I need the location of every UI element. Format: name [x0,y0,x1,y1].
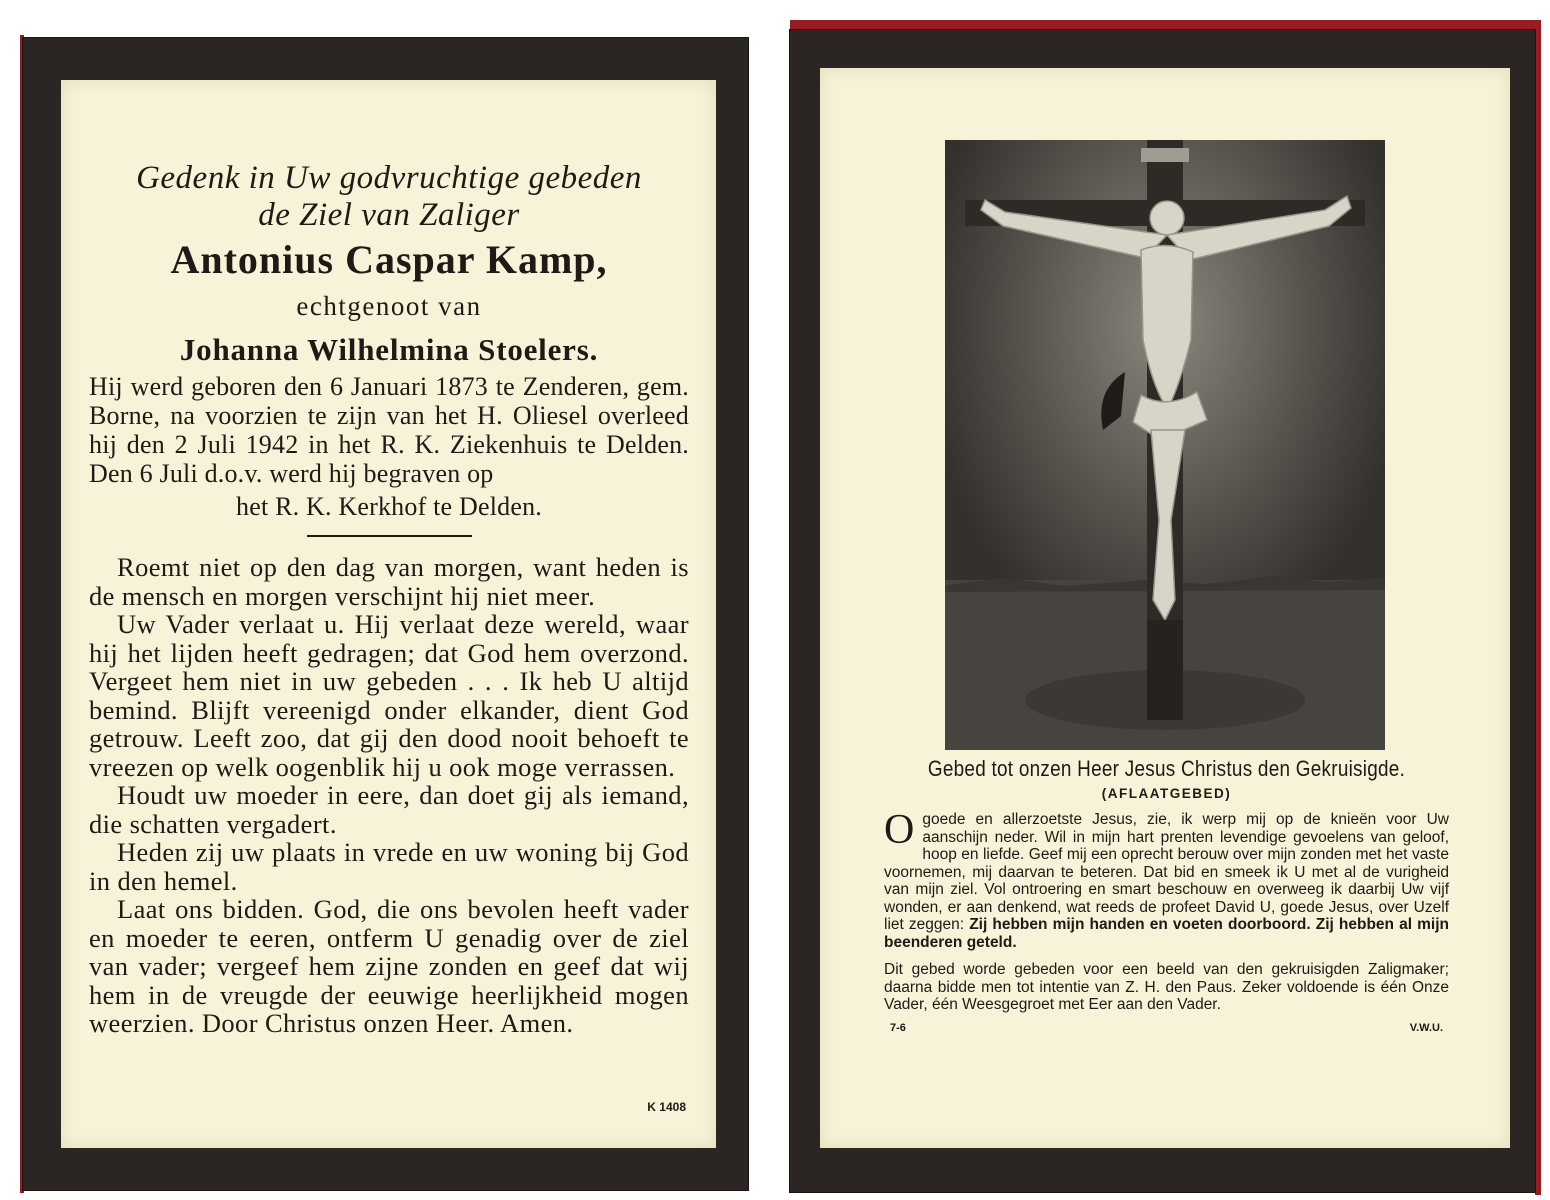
deceased-name: Antonius Caspar Kamp, [170,237,608,282]
verse: Heden zij uw plaats in vrede en uw woning bij God in den hemel. [89,837,689,896]
card-edge [790,20,1541,30]
footer-code: 7-6 [890,1021,906,1034]
verse: Roemt niet op den dag van morgen, want heden is de mensch en morgen verschijnt hij niet meer. [89,552,689,611]
drop-cap: O [884,807,915,853]
prayer-subtitle: (AFLAATGEBED) [1101,786,1232,801]
print-code: K 1408 [647,1100,686,1114]
card-paper [820,68,1510,1148]
spouse-name: Johanna Wilhelmina Stoelers. [179,332,599,367]
spouse-label: echtgenoot van [296,291,482,321]
memorial-text [89,160,689,1038]
prayer-section [884,756,1449,1034]
card-footer [884,1022,1449,1034]
prayer-quote: Zij hebben mijn handen en voeten doorboord. Zij hebben al mijn beenderen geteld. [884,916,1450,951]
crucifix-image [945,140,1385,750]
verse: Houdt uw moeder in eere, dan doet gij als iemand, die schatten vergadert. [89,780,689,839]
biography-last-line: het R. K. Kerkhof te Delden. [236,492,542,521]
prayer-text [884,807,1450,951]
memorial-card-front [23,38,748,1190]
memorial-card-back [790,30,1535,1192]
card-edge [1535,20,1541,1195]
prayer-note: Dit gebed worde gebeden voor een beeld van den gekruisigden Zaligmaker; daarna bidde men tot intentie van Z. H. den Paus. Zeker voldoende is één Onze Vader, één Weesgegroet met Eer aan den Vader. [884,961,1449,1013]
footer-initials: V.W.U. [1409,1021,1443,1034]
prayer-body-text: goede en allerzoetste Jesus, zie, ik werp mij op de knieën voor Uw aanschijn neder. Wil in mijn hart prenten levendige gevoelens van geloof, hoop en liefde. Geef mij een oprecht berouw over mijn zonden met het vaste voornemen, mij daarvan te beteren. Dat bid en smeek ik U met al de vurigheid van mijn ziel. Vol ontroering en smart beschouw en overweeg ik daarbij Uw vijf wonden, er aan denkend, wat reeds de profeet David U, goede Jesus, over Uzelf liet zeggen: [884,811,1449,933]
divider-line [307,535,472,537]
verses [89,553,689,1038]
biography: Hij werd geboren den 6 Januari 1873 te Zenderen, gem. Borne, na voorzien te zijn van het H. Oliesel overleed hij den 2 Juli 1942 in het R. K. Ziekenhuis te Delden. Den 6 Juli d.o.v. werd hij begraven op [89,372,689,488]
verse: Laat ons bidden. God, die ons bevolen heeft vader en moeder te eeren, ontferm U genadig over de ziel van vader; vergeef hem zijne zonden en geef dat wij hem in de vreugde der eeuwige heerlijkheid mogen weerzien. Door Christus onzen Heer. Amen. [89,894,689,1038]
card-paper [61,80,716,1148]
crucifix-picture [945,140,1385,750]
heading-line-1: Gedenk in Uw godvruchtige gebeden [136,160,642,196]
heading-line-2: de Ziel van Zaliger [258,197,520,233]
prayer-title: Gebed tot onzen Heer Jesus Christus den Gekruisigde. [927,756,1406,781]
verse: Uw Vader verlaat u. Hij verlaat deze wereld, waar hij het lijden heeft gedragen; dat God hem overzond. Vergeet hem niet in uw gebeden . . . Ik heb U altijd bemind. Blijft vereenigd onder elkander, dient God getrouw. Leeft zoo, dat gij den dood nooit behoeft te vreezen op welk oogenblik hij u ook moge verrassen. [89,609,689,782]
